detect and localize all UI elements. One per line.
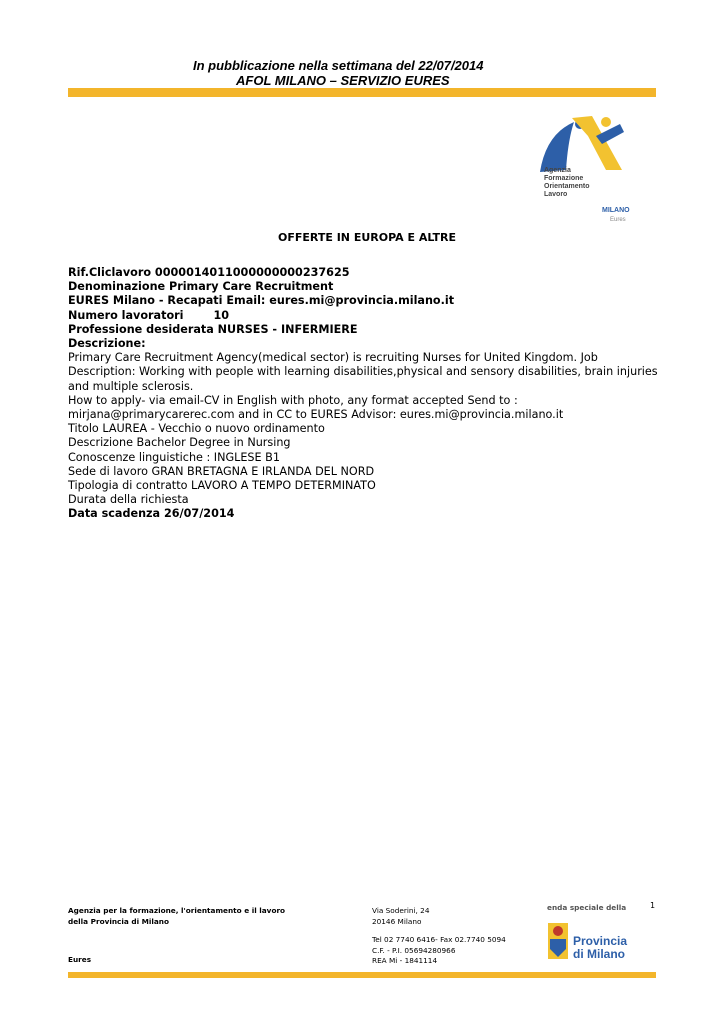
footer-rea: REA Mi - 1841114 xyxy=(372,956,438,965)
denominazione: Denominazione Primary Care Recruitment xyxy=(68,280,334,294)
provincia-sun-icon xyxy=(553,926,563,936)
afol-milano-logo xyxy=(528,112,648,227)
logo-line4: Lavoro xyxy=(544,191,568,198)
apply-text: How to apply- via email-CV in English with photo, any format accepted Send to : mirjana@primarycarerec.com and in CC to EURES Advisor: eures.mi@provincia.milano.it xyxy=(68,393,564,422)
logo-blue-arm-icon xyxy=(596,124,624,144)
numero-value: 10 xyxy=(213,308,230,322)
descrizione-label: Descrizione: xyxy=(68,337,146,351)
recapiti: EURES Milano - Recapati Email: eures.mi@provincia.milano.it xyxy=(68,294,455,308)
footer-azienda-speciale: enda speciale della xyxy=(547,903,627,912)
logo-blue-figure-icon xyxy=(540,122,574,172)
footer-eures: Eures xyxy=(68,955,92,964)
descrizione-text: Primary Care Recruitment Agency(medical sector) is recruiting Nurses for United Kingdom. Job Description: Working with people with learning disabilities,physical and sensory disabilities, brain injuries and multiple sclerosis. xyxy=(68,351,658,393)
footer-address1: Via Soderini, 24 xyxy=(372,906,430,915)
footer-cf: C.F. - P.I. 05694280966 xyxy=(372,945,456,955)
logo-city: MILANO xyxy=(602,207,630,214)
provincia-milano-logo xyxy=(545,917,655,967)
provincia-text1: Provincia xyxy=(573,934,628,948)
logo-yellow-figure-icon xyxy=(572,116,622,170)
footer-address xyxy=(372,906,429,927)
organization-heading: AFOL MILANO – SERVIZIO EURES xyxy=(236,73,450,88)
sede-di-lavoro: Sede di lavoro GRAN BRETAGNA E IRLANDA DEL NORD xyxy=(68,464,375,478)
footer-tel: Tel 02 7740 6416- Fax 02.7740 5094 xyxy=(372,935,506,944)
tipologia-contratto: Tipologia di contratto LAVORO A TEMPO DETERMINATO xyxy=(68,479,376,493)
numero-label: Numero lavoratori xyxy=(68,308,184,322)
footer-accent-bar xyxy=(68,972,656,978)
conoscenze-linguistiche: Conoscenze linguistiche : INGLESE B1 xyxy=(68,450,280,464)
data-scadenza: Data scadenza 26/07/2014 xyxy=(68,507,235,521)
logo-line3: Orientamento xyxy=(544,183,590,190)
footer-address2: 20146 Milano xyxy=(372,916,422,926)
logo-line2: Formazione xyxy=(544,175,584,182)
logo-yellow-head-icon xyxy=(601,117,611,127)
footer-agency xyxy=(68,906,285,927)
titolo: Titolo LAUREA - Vecchio o nuovo ordinamento xyxy=(68,422,325,436)
rif-cliclavoro: Rif.Cliclavoro 0000014011000000000237625 xyxy=(68,266,350,279)
section-title: OFFERTE IN EUROPA E ALTRE xyxy=(278,231,457,244)
job-offer xyxy=(68,266,658,522)
logo-sub: Eures xyxy=(610,217,626,223)
logo-line1: Agenzia xyxy=(544,167,571,174)
numero-lavoratori xyxy=(68,309,658,323)
durata-richiesta: Durata della richiesta xyxy=(68,493,189,507)
publication-date-heading: In pubblicazione nella settimana del 22/07/2014 xyxy=(193,58,484,73)
provincia-text2: di Milano xyxy=(573,947,625,961)
footer-agency-line2: della Provincia di Milano xyxy=(68,916,170,926)
header-accent-bar xyxy=(68,88,656,97)
professione: Professione desiderata NURSES - INFERMIERE xyxy=(68,322,358,336)
provincia-shield-icon xyxy=(550,939,566,949)
footer-contacts xyxy=(372,935,506,967)
footer-agency-line1: Agenzia per la formazione, l'orientamento e il lavoro xyxy=(68,906,286,915)
page-number: 1 xyxy=(650,901,656,910)
descrizione-titolo: Descrizione Bachelor Degree in Nursing xyxy=(68,436,291,450)
